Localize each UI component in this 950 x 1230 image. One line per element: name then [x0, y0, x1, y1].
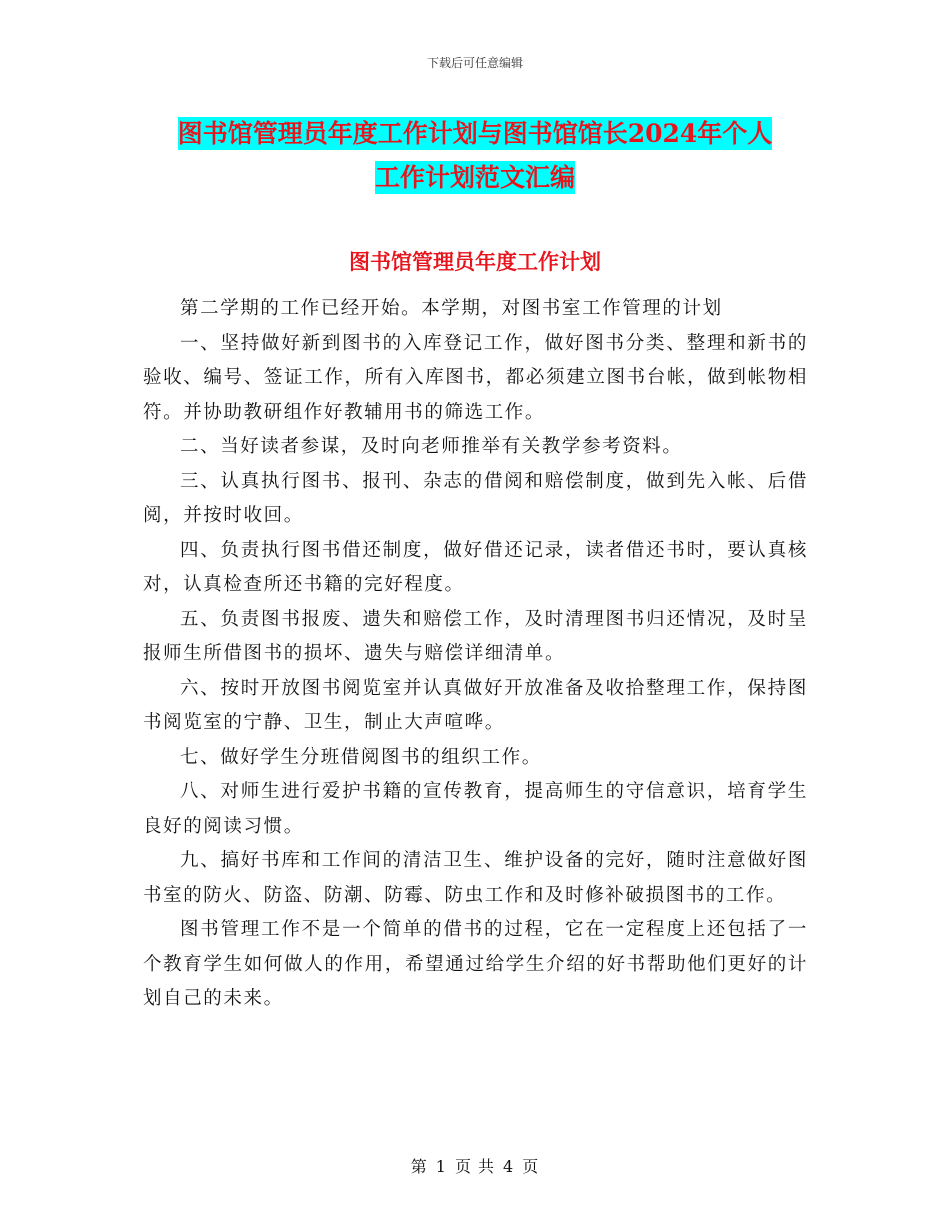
paragraph: 五、负责图书报废、遗失和赔偿工作，及时清理图书归还情况，及时呈报师生所借图书的损坏、遗失与赔偿详细清单。 — [143, 608, 808, 664]
document-title — [140, 112, 810, 200]
header-note: 下载后可任意编辑 — [426, 56, 523, 70]
paragraph: 一、坚持做好新到图书的入库登记工作，做好图书分类、整理和新书的验收、编号、签证工作，所有入库图书，都必须建立图书台帐，做到帐物相符。并协助教研组作好教辅用书的筛选工作。 — [143, 332, 808, 423]
page-footer — [0, 1154, 950, 1177]
title-line-2: 工作计划范文汇编 — [374, 163, 575, 192]
paragraph: 九、搞好书库和工作间的清洁卫生、维护设备的完好，随时注意做好图书室的防火、防盗、防潮、防霉、防虫工作和及时修补破损图书的工作。 — [143, 850, 808, 906]
paragraph: 二、当好读者参谋，及时向老师推举有关教学参考资料。 — [180, 436, 683, 457]
title-line-1: 图书馆管理员年度工作计划与图书馆馆长2024年个人 — [177, 119, 773, 148]
paragraph: 七、做好学生分班借阅图书的组织工作。 — [180, 746, 542, 768]
paragraph: 第二学期的工作已经开始。本学期，对图书室工作管理的计划 — [180, 298, 723, 319]
footer-page-number: 1 — [435, 1157, 447, 1176]
paragraph: 六、按时开放图书阅览室并认真做好开放准备及收拾整理工作，保持图书阅览室的宁静、卫生，制止大声喧哗。 — [143, 677, 808, 733]
paragraph: 四、负责执行图书借还制度，做好借还记录，读者借还书时，要认真核对，认真检查所还书籍的完好程度。 — [143, 539, 808, 595]
paragraph: 三、认真执行图书、报刊、杂志的借阅和赔偿制度，做到先入帐、后借阅，并按时收回。 — [143, 470, 808, 526]
section-heading: 图书馆管理员年度工作计划 — [349, 249, 601, 274]
paragraph: 八、对师生进行爱护书籍的宣传教育，提高师生的守信意识，培育学生良好的阅读习惯。 — [143, 781, 808, 837]
footer-prefix: 第 — [410, 1157, 428, 1176]
footer-suffix: 页 — [522, 1157, 540, 1176]
footer-total-pages: 4 — [503, 1157, 515, 1176]
document-body — [143, 292, 808, 1017]
footer-middle: 页 共 — [454, 1157, 496, 1176]
paragraph: 图书管理工作不是一个简单的借书的过程，它在一定程度上还包括了一个教育学生如何做人的作用，希望通过给学生介绍的好书帮助他们更好的计划自己的未来。 — [143, 919, 808, 1009]
